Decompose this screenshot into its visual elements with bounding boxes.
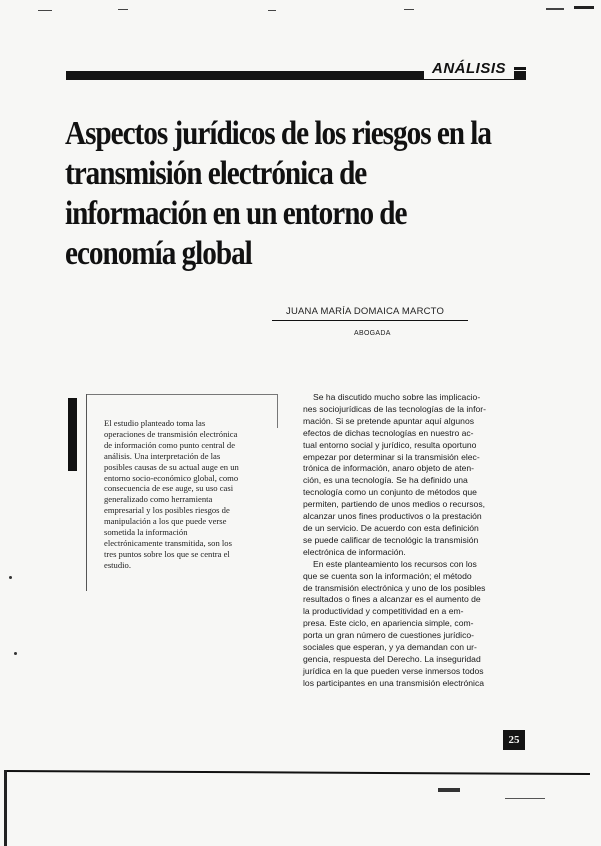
abstract-line: operaciones de transmisión electrónica xyxy=(104,428,238,439)
body-line: empezar por determinar si la transmisión elec- xyxy=(303,451,480,462)
section-header-tail xyxy=(514,67,526,70)
body-line: mación. Si se pretende apuntar aquí algunos xyxy=(303,415,475,426)
abstract-line: posibles causas de su actual auge en un xyxy=(104,461,239,472)
body-line: porta un gran número de cuestiones jurídico- xyxy=(303,630,475,641)
abstract-line: empresarial y los posibles riesgos de xyxy=(104,505,230,516)
title-line: Aspectos jurídicos de los riesgos en la xyxy=(65,115,491,152)
body-line: que se cuenta son la información; el método xyxy=(303,570,472,581)
scan-speck xyxy=(268,10,276,11)
abstract-text xyxy=(104,418,264,571)
body-line: se puede calificar de tecnológic la transmisión xyxy=(303,534,479,545)
author-role: ABOGADA xyxy=(354,330,391,337)
bottom-rule xyxy=(6,770,590,775)
abstract-line: electrónicamente transmitida, son los xyxy=(104,537,232,548)
abstract-line: entorno socio-económico global, como xyxy=(104,472,239,483)
body-line: ción, es una tecnología. Se ha definido una xyxy=(303,475,468,486)
abstract-box-border xyxy=(86,394,278,395)
section-label: ANÁLISIS xyxy=(424,59,514,79)
body-line: de un servicio. De acuerdo con esta definición xyxy=(303,522,479,533)
scan-speck xyxy=(546,8,564,10)
abstract-line: manipulación a los que puede verse xyxy=(104,516,227,527)
author-name: JUANA MARÍA DOMAICA MARCTO xyxy=(286,306,445,317)
scan-speck xyxy=(38,10,52,11)
scan-mark xyxy=(9,576,12,579)
scan-mark xyxy=(438,788,460,792)
body-line: alcanzar unos fines productivos o la prestación xyxy=(303,511,482,522)
abstract-line: análisis. Una interpretación de las xyxy=(104,450,221,461)
body-line: Se ha discutido mucho sobre las implicacio- xyxy=(313,392,481,402)
body-line: trónica de información, anaro objeto de aten- xyxy=(303,463,475,474)
abstract-line: El estudio planteado toma las xyxy=(104,418,206,428)
body-line: la productividad y competitividad en a em- xyxy=(303,606,464,617)
body-line: nes sociojurídicas de las tecnologías de la infor- xyxy=(303,403,486,414)
body-line: de transmisión electrónica y uno de los posibles xyxy=(303,582,486,593)
article-title xyxy=(65,114,491,274)
abstract-box-border xyxy=(86,394,87,591)
author-rule xyxy=(272,320,468,321)
scan-edge xyxy=(4,770,7,846)
body-line: gencia, respuesta del Derecho. La inseguridad xyxy=(303,653,481,664)
abstract-line: generalizado como herramienta xyxy=(104,494,213,505)
body-line: En este planteamiento los recursos con los xyxy=(313,558,477,569)
title-line: economía global xyxy=(65,235,252,272)
scan-speck xyxy=(118,9,128,10)
abstract-line: sometida la información xyxy=(104,527,188,538)
body-line: resultados o fines a alcanzar es el aumento de xyxy=(303,594,481,605)
title-line: transmisión electrónica de xyxy=(65,155,367,192)
body-column xyxy=(303,392,528,690)
title-line: información en un entorno de xyxy=(65,195,407,232)
body-line: permiten, partiendo de unos medios o recursos, xyxy=(303,499,486,510)
abstract-line: estudio. xyxy=(104,559,131,570)
scan-speck xyxy=(404,9,414,10)
body-line: efectos de dichas tecnologías en nuestro ac- xyxy=(303,427,474,438)
scan-mark xyxy=(14,652,17,655)
body-line: tual entorno social y jurídico, resulta oportuno xyxy=(303,439,477,450)
body-line: los participantes en una transmisión electrónica xyxy=(303,677,485,688)
scan-mark xyxy=(505,798,545,799)
body-line: presa. Este ciclo, en apariencia simple, com- xyxy=(303,618,474,629)
abstract-box-border xyxy=(277,394,278,428)
body-line: sociales que esperan, y ya demandan con ur- xyxy=(303,642,477,653)
abstract-line: tres puntos sobre los que se centra el xyxy=(104,548,230,559)
scan-speck xyxy=(574,6,594,9)
abstract-accent-bar xyxy=(68,398,77,471)
body-line: electrónica de información. xyxy=(303,546,406,557)
body-line: jurídica en la que pueden verse inmersos todos xyxy=(303,665,484,676)
body-line: tecnología como un conjunto de métodos que xyxy=(303,487,477,498)
page-number: 25 xyxy=(503,730,525,750)
abstract-line: de información como punto central de xyxy=(104,439,236,450)
abstract-line: consecuencia de ese auge, su uso casi xyxy=(104,483,234,494)
